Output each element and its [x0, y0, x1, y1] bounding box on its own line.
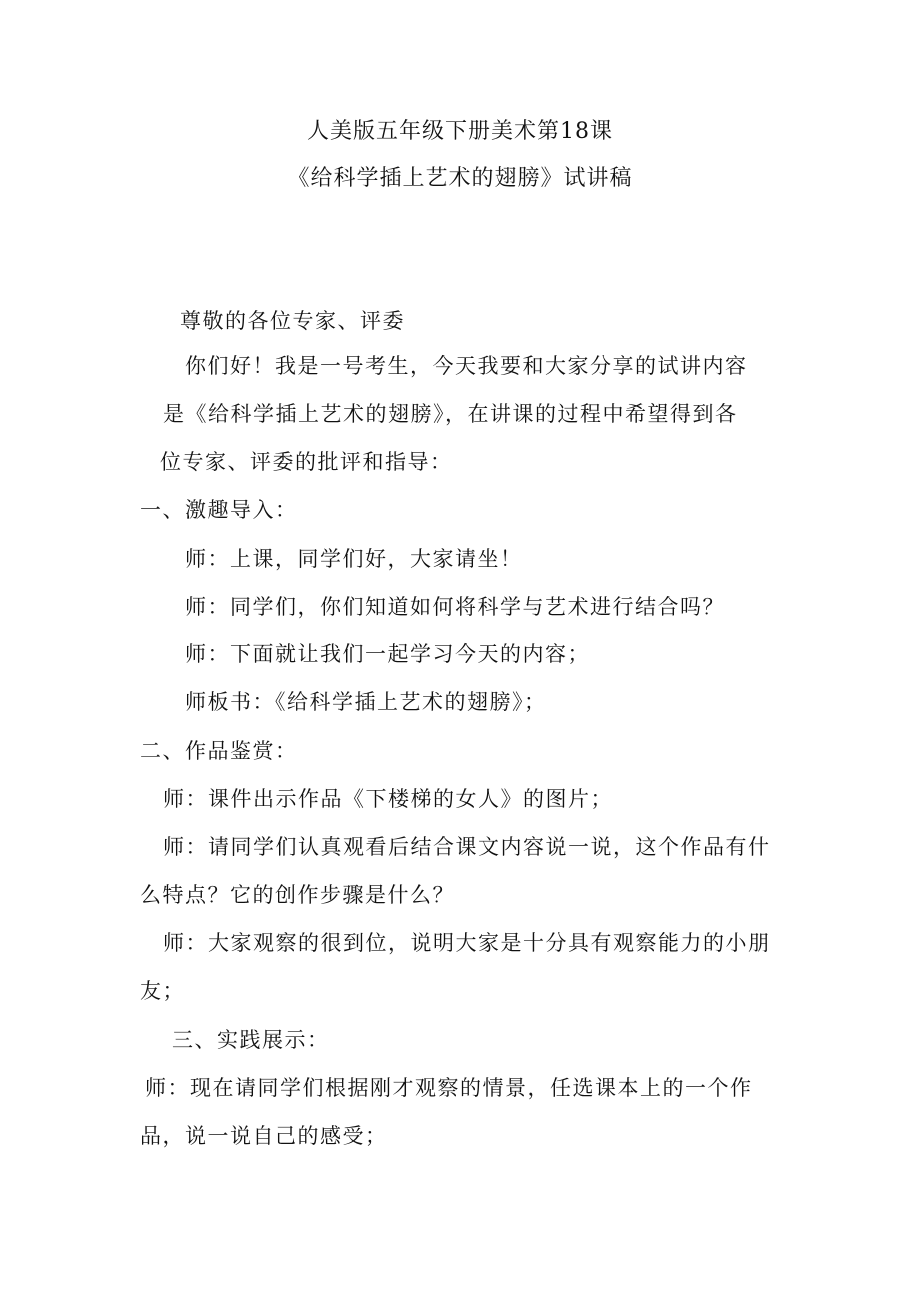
paragraph-line: 师：请同学们认真观看后结合课文内容说一说，这个作品有什	[163, 835, 771, 859]
title-line-2: 《给科学插上艺术的翅膀》试讲稿	[287, 166, 633, 191]
title-line-1: 人美版五年级下册美术第18课	[307, 119, 613, 144]
paragraph-line: 位专家、评委的批评和指导：	[160, 450, 453, 474]
section-heading: 一、激趣导入：	[140, 498, 298, 522]
section-heading: 二、作品鉴赏：	[140, 739, 298, 763]
paragraph-line: 师：课件出示作品《下楼梯的女人》的图片；	[163, 787, 613, 811]
paragraph-salutation: 尊敬的各位专家、评委	[180, 309, 405, 333]
paragraph-line: 你们好！我是一号考生，今天我要和大家分享的试讲内容	[185, 354, 748, 378]
section-heading: 三、实践展示：	[172, 1028, 330, 1052]
paragraph-line: 品，说一说自己的感受；	[140, 1124, 388, 1148]
paragraph-line: 么特点？它的创作步骤是什么？	[140, 883, 455, 907]
paragraph-line: 师：上课，同学们好，大家请坐！	[185, 547, 523, 571]
paragraph-line: 师板书：《给科学插上艺术的翅膀》；	[185, 690, 547, 714]
paragraph-line: 是《给科学插上艺术的翅膀》，在讲课的过程中希望得到各	[163, 402, 738, 426]
paragraph-line: 师：大家观察的很到位，说明大家是十分具有观察能力的小朋	[163, 931, 771, 955]
paragraph-line: 师：同学们，你们知道如何将科学与艺术进行结合吗？	[185, 595, 725, 619]
paragraph-line: 友；	[140, 979, 185, 1003]
paragraph-line: 师：现在请同学们根据刚才观察的情景，任选课本上的一个作	[145, 1076, 753, 1100]
paragraph-line: 师：下面就让我们一起学习今天的内容；	[185, 642, 590, 666]
